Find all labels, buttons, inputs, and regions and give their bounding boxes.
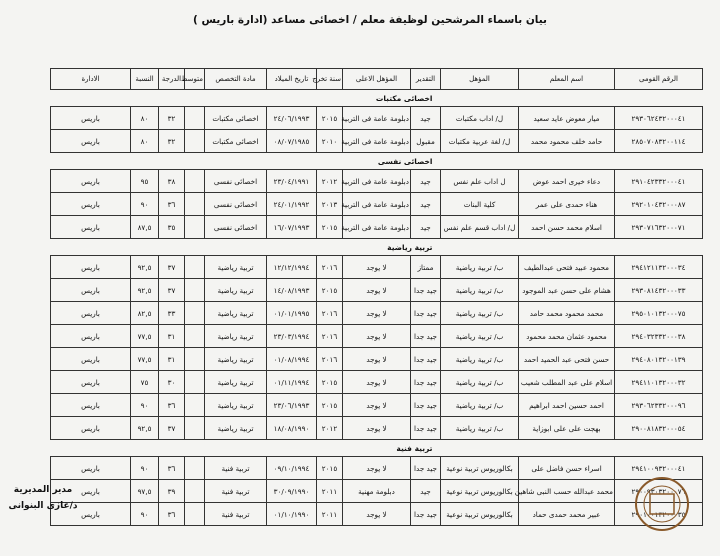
table-cell: دبلومة مهنية (343, 480, 411, 503)
table-cell: ٣٧ (159, 256, 185, 279)
table-cell: عبير محمد حمدى حماد (519, 503, 615, 526)
table-cell: ٢٩٤٠٨٠١٣٢٠٠١٣٩ (615, 348, 703, 371)
table-cell: لا يوجد (343, 394, 411, 417)
table-cell: جيد جدا (411, 279, 441, 302)
table-cell: ب/ تربية رياضية (441, 325, 519, 348)
section-title: تربية فنية (51, 440, 703, 457)
table-cell: دبلومة عامة فى التربية (343, 193, 411, 216)
table-cell: جيد (411, 170, 441, 193)
section-header-row (51, 239, 703, 256)
table-cell (185, 325, 205, 348)
table-cell (185, 371, 205, 394)
table-cell: ب/ تربية رياضية (441, 348, 519, 371)
table-cell: باريس (51, 417, 131, 440)
table-cell: ٢٩٣٠٧١٦٣٢٠٠٠٧١ (615, 216, 703, 239)
table-cell (185, 480, 205, 503)
column-header: اسم المعلم (519, 69, 615, 90)
table-cell: ٣٨ (159, 170, 185, 193)
table-cell: ممتاز (411, 256, 441, 279)
table-cell: ٢٩٣٠٨١٤٣٢٠٠٠٣٣ (615, 279, 703, 302)
table-cell: تربية رياضية (205, 325, 267, 348)
table-cell: ٢٣/٠٤/١٩٩١ (267, 170, 317, 193)
table-cell: باريس (51, 394, 131, 417)
table-cell: ٢٤/٠١/١٩٩٢ (267, 193, 317, 216)
table-cell: باريس (51, 256, 131, 279)
table-cell: ٩٢,٥ (131, 279, 159, 302)
table-cell: بكالوريوس تربية نوعية (441, 457, 519, 480)
table-cell: حامد خلف محمود محمد (519, 130, 615, 153)
table-cell: ٧٧,٥ (131, 325, 159, 348)
column-header: الرقم القومى (615, 69, 703, 90)
table-cell: ٣٦ (159, 394, 185, 417)
table-cell: ٢٠١٠ (317, 130, 343, 153)
column-header: التقدير (411, 69, 441, 90)
table-cell: جيد جدا (411, 348, 441, 371)
table-cell: تربية رياضية (205, 279, 267, 302)
table-cell: باريس (51, 130, 131, 153)
table-cell: باريس (51, 107, 131, 130)
table-cell: ٣٢ (159, 130, 185, 153)
table-row (51, 170, 703, 193)
table-cell: باريس (51, 279, 131, 302)
table-cell: تربية فنية (205, 480, 267, 503)
table-cell: اسراء حسن فاضل على (519, 457, 615, 480)
table-cell: ٢٩٤١٠٠٩٣٢٠٠٠٤١ (615, 457, 703, 480)
table-cell: ٢٠١١ (317, 480, 343, 503)
table-cell: ٢٩١٠٤٢٣٣٢٠٠٠٤١ (615, 170, 703, 193)
table-cell: ل/ اداب مكتبات (441, 107, 519, 130)
table-cell (185, 302, 205, 325)
table-cell: ٢٠١١ (317, 503, 343, 526)
table-cell: لا يوجد (343, 348, 411, 371)
table-cell: محمد عبدالله حسب النبى شاهين (519, 480, 615, 503)
table-cell: ٣٦ (159, 457, 185, 480)
table-cell: ل/ اداب قسم علم نفس (441, 216, 519, 239)
table-cell: جيد (411, 193, 441, 216)
table-cell: باريس (51, 503, 131, 526)
table-row (51, 279, 703, 302)
table-cell: اخصائى مكتبات (205, 130, 267, 153)
table-cell: ٣١ (159, 348, 185, 371)
table-cell: اخصائى مكتبات (205, 107, 267, 130)
table-cell: ٧٥ (131, 371, 159, 394)
table-cell: ٢٠١٥ (317, 394, 343, 417)
table-cell: ٢٩٠١٠٠١٣٢٠٠٠٣٥ (615, 503, 703, 526)
table-cell: جيد جدا (411, 394, 441, 417)
section-header-row (51, 440, 703, 457)
table-row (51, 417, 703, 440)
table-cell: ٢٠١٥ (317, 279, 343, 302)
table-cell: ٢٩٣٠٦٢٣٣٢٠٠٠٩٦ (615, 394, 703, 417)
table-cell: ٣٦ (159, 193, 185, 216)
table-cell: ٢٠١٦ (317, 325, 343, 348)
table-cell: حسن فتحى عبد الحميد احمد (519, 348, 615, 371)
table-cell: ٣٦ (159, 503, 185, 526)
table-cell: اخصائى نفسى (205, 170, 267, 193)
table-cell: اسلام محمد حسن احمد (519, 216, 615, 239)
table-cell: ل/ لغة عربية مكتبات (441, 130, 519, 153)
table-cell: لا يوجد (343, 457, 411, 480)
table-cell: ٢٣/٠٣/١٩٩٤ (267, 325, 317, 348)
section-title: اخصائى نفسى (51, 153, 703, 170)
table-cell: ٢٩٥٠١٠١٣٢٠٠٠٧٥ (615, 302, 703, 325)
table-cell: ٢٩٠٠٩٣٠٣٢٠٠٠٧٦ (615, 480, 703, 503)
table-cell (185, 503, 205, 526)
table-cell: ٢٩٤٠٣٢٣٣٢٠٠٠٣٨ (615, 325, 703, 348)
table-cell: ٠٨/٠٧/١٩٨٥ (267, 130, 317, 153)
table-cell: ٩٧,٥ (131, 480, 159, 503)
table-cell: ٩٥ (131, 170, 159, 193)
table-cell: لا يوجد (343, 256, 411, 279)
table-cell: جيد (411, 480, 441, 503)
table-cell: ٢٣/٠٦/١٩٩٣ (267, 394, 317, 417)
table-row (51, 394, 703, 417)
table-cell: ٠١/٠٨/١٩٩٤ (267, 348, 317, 371)
column-header: الادارة (51, 69, 131, 90)
table-cell: بكالوريوس تربية نوعية (441, 480, 519, 503)
table-row (51, 256, 703, 279)
table-cell: باريس (51, 302, 131, 325)
table-cell: لا يوجد (343, 325, 411, 348)
table-cell: تربية رياضية (205, 256, 267, 279)
table-cell: ٢٠١٥ (317, 371, 343, 394)
table-cell: ٢٠١٥ (317, 216, 343, 239)
table-row (51, 216, 703, 239)
table-row (51, 325, 703, 348)
table-cell (185, 279, 205, 302)
table-row (51, 302, 703, 325)
table-cell: ٢٠١٥ (317, 107, 343, 130)
table-cell: جيد جدا (411, 457, 441, 480)
table-row (51, 480, 703, 503)
table-cell: ٨٢,٥ (131, 302, 159, 325)
table-cell: ب/ تربية رياضية (441, 394, 519, 417)
table-row (51, 371, 703, 394)
table-row (51, 503, 703, 526)
table-cell: لا يوجد (343, 302, 411, 325)
table-cell: ٣٧ (159, 417, 185, 440)
table-cell: ٢٤/٠٦/١٩٩٣ (267, 107, 317, 130)
table-cell: ٩٠ (131, 457, 159, 480)
document-title: بيان باسماء المرشحين لوظيفة معلم / اخصائى مساعد (ادارة باريس ) (193, 14, 547, 26)
table-row (51, 193, 703, 216)
table-cell: ١٢/١٢/١٩٩٤ (267, 256, 317, 279)
table-cell: جيد جدا (411, 325, 441, 348)
table-cell: ٣٩ (159, 480, 185, 503)
section-title: اخصائى مكتبات (51, 90, 703, 107)
table-cell: ٧٧,٥ (131, 348, 159, 371)
table-cell: ٨٠ (131, 107, 159, 130)
table-cell (185, 457, 205, 480)
table-cell (185, 107, 205, 130)
table-cell: اسلام على عبد المطلب شعيب (519, 371, 615, 394)
table-cell: ٨٧,٥ (131, 216, 159, 239)
table-cell: ٠١/١٠/١٩٩٠ (267, 503, 317, 526)
section-title: تربية رياضية (51, 239, 703, 256)
table-cell: ب/ تربية رياضية (441, 371, 519, 394)
table-cell: لا يوجد (343, 417, 411, 440)
table-cell: ب/ تربية رياضية (441, 256, 519, 279)
table-row (51, 107, 703, 130)
table-cell (185, 130, 205, 153)
table-cell: باريس (51, 193, 131, 216)
table-cell: لا يوجد (343, 503, 411, 526)
table-cell: ٢٩٢٠١٠٤٣٢٠٠٠٨٧ (615, 193, 703, 216)
table-cell: ٢٠١٦ (317, 256, 343, 279)
signature-name: د/غازى البنوانى (8, 501, 78, 511)
table-cell: باريس (51, 325, 131, 348)
table-cell: جيد جدا (411, 302, 441, 325)
table-cell: ب/ تربية رياضية (441, 417, 519, 440)
table-cell (185, 394, 205, 417)
table-cell: بهجت على على ابوزاية (519, 417, 615, 440)
table-cell: ٣٠ (159, 371, 185, 394)
table-cell: لا يوجد (343, 279, 411, 302)
column-header: مادة التخصص (205, 69, 267, 90)
table-cell: اخصائى نفسى (205, 216, 267, 239)
table-cell: ٠١/١١/١٩٩٤ (267, 371, 317, 394)
column-header: تاريخ الميلاد (267, 69, 317, 90)
table-cell: تربية رياضية (205, 302, 267, 325)
table-cell: جيد جدا (411, 503, 441, 526)
table-cell: ٢٩٣٠٦٢٤٣٢٠٠٠٤١ (615, 107, 703, 130)
section-header-row (51, 90, 703, 107)
table-cell: ل اداب علم نفس (441, 170, 519, 193)
column-header: متوسط (185, 69, 205, 90)
table-cell: ٢٠١٦ (317, 302, 343, 325)
table-cell: ١٨/٠٨/١٩٩٠ (267, 417, 317, 440)
table-cell: تربية رياضية (205, 394, 267, 417)
table-cell: تربية فنية (205, 503, 267, 526)
table-cell: محمد محمود محمد حامد (519, 302, 615, 325)
table-cell: ٣٢ (159, 107, 185, 130)
table-cell: ٠١/٠١/١٩٩٥ (267, 302, 317, 325)
table-cell: ٢٩٠٠٨١٨٣٢٠٠٠٥٤ (615, 417, 703, 440)
table-cell: باريس (51, 170, 131, 193)
candidates-table (50, 68, 703, 526)
table-cell: تربية رياضية (205, 371, 267, 394)
column-header: النسبة (131, 69, 159, 90)
table-cell: جيد جدا (411, 371, 441, 394)
column-header: المؤهل الاعلى (343, 69, 411, 90)
table-cell: ٢٠١٥ (317, 457, 343, 480)
table-cell: تربية رياضية (205, 417, 267, 440)
table-cell: ٢٩٤١١٠١٣٢٠٠٠٣٢ (615, 371, 703, 394)
column-header: سنة تخرج (317, 69, 343, 90)
table-cell: باريس (51, 480, 131, 503)
table-cell: ٢٠١٢ (317, 417, 343, 440)
table-row (51, 348, 703, 371)
table-cell: احمد حسين احمد ابراهيم (519, 394, 615, 417)
table-cell: تربية رياضية (205, 348, 267, 371)
table-cell: دبلومة عامة فى التربية (343, 170, 411, 193)
table-cell (185, 193, 205, 216)
table-cell: ٢٨٥٠٧٠٨٣٢٠٠١١٤ (615, 130, 703, 153)
table-cell: جيد جدا (411, 417, 441, 440)
section-header-row (51, 153, 703, 170)
table-cell: هناء حمدى على عمر (519, 193, 615, 216)
table-cell: ٣٣ (159, 302, 185, 325)
table-cell: ٩٢,٥ (131, 417, 159, 440)
table-cell (185, 348, 205, 371)
table-cell: دبلومة عامة فى التربية (343, 216, 411, 239)
table-cell: مقبول (411, 130, 441, 153)
table-cell: دبلومة عامة فى التربية (343, 130, 411, 153)
table-cell: ٩٠ (131, 394, 159, 417)
table-cell (185, 256, 205, 279)
signature-block (8, 482, 78, 514)
table-cell: ب/ تربية رياضية (441, 302, 519, 325)
column-header: المؤهل (441, 69, 519, 90)
table-cell: ٣٧ (159, 279, 185, 302)
table-cell: ٩٠ (131, 193, 159, 216)
table-cell: باريس (51, 348, 131, 371)
table-header-row (51, 69, 703, 90)
table-cell: تربية فنية (205, 457, 267, 480)
table-cell (185, 216, 205, 239)
table-cell: ميار معوض عايد سعيد (519, 107, 615, 130)
table-cell: ٨٠ (131, 130, 159, 153)
table-cell: ٣٥ (159, 216, 185, 239)
table-cell (185, 417, 205, 440)
table-cell: ٠٩/١٠/١٩٩٤ (267, 457, 317, 480)
table-cell: ٣١ (159, 325, 185, 348)
table-cell (185, 170, 205, 193)
table-cell: جيد (411, 216, 441, 239)
table-cell: ب/ تربية رياضية (441, 279, 519, 302)
stamp-logo-icon (622, 470, 702, 550)
table-cell: ٣٠/٠٩/١٩٩٠ (267, 480, 317, 503)
table-cell: ٢٩٤١٢١١٣٢٠٠٠٣٤ (615, 256, 703, 279)
table-cell: محمود عبيد فتحى عبدالطيف (519, 256, 615, 279)
table-cell: ٢٠١٦ (317, 348, 343, 371)
signature-title: مدير المديرية (13, 485, 73, 495)
table-cell: بكالوريوس تربية نوعية (441, 503, 519, 526)
table-cell: كلية البنات (441, 193, 519, 216)
table-cell: ٢٠١٢ (317, 170, 343, 193)
table-cell: باريس (51, 216, 131, 239)
table-cell: ١٤/٠٨/١٩٩٣ (267, 279, 317, 302)
table-cell: باريس (51, 457, 131, 480)
table-cell: ٩٢,٥ (131, 256, 159, 279)
table-cell: لا يوجد (343, 371, 411, 394)
table-cell: دبلومة عامة فى التربية (343, 107, 411, 130)
table-row (51, 457, 703, 480)
column-header: الدرجة (159, 69, 185, 90)
table-cell: محمود عثمان محمد محمود (519, 325, 615, 348)
table-cell: هشام على حسن عبد الموجود (519, 279, 615, 302)
table-cell: ٩٠ (131, 503, 159, 526)
table-cell: جيد (411, 107, 441, 130)
table-cell: ١٦/٠٧/١٩٩٣ (267, 216, 317, 239)
table-cell: دعاء خيرى احمد عوض (519, 170, 615, 193)
table-cell: ٢٠١٣ (317, 193, 343, 216)
table-cell: اخصائى نفسى (205, 193, 267, 216)
table-row (51, 130, 703, 153)
table-cell: باريس (51, 371, 131, 394)
